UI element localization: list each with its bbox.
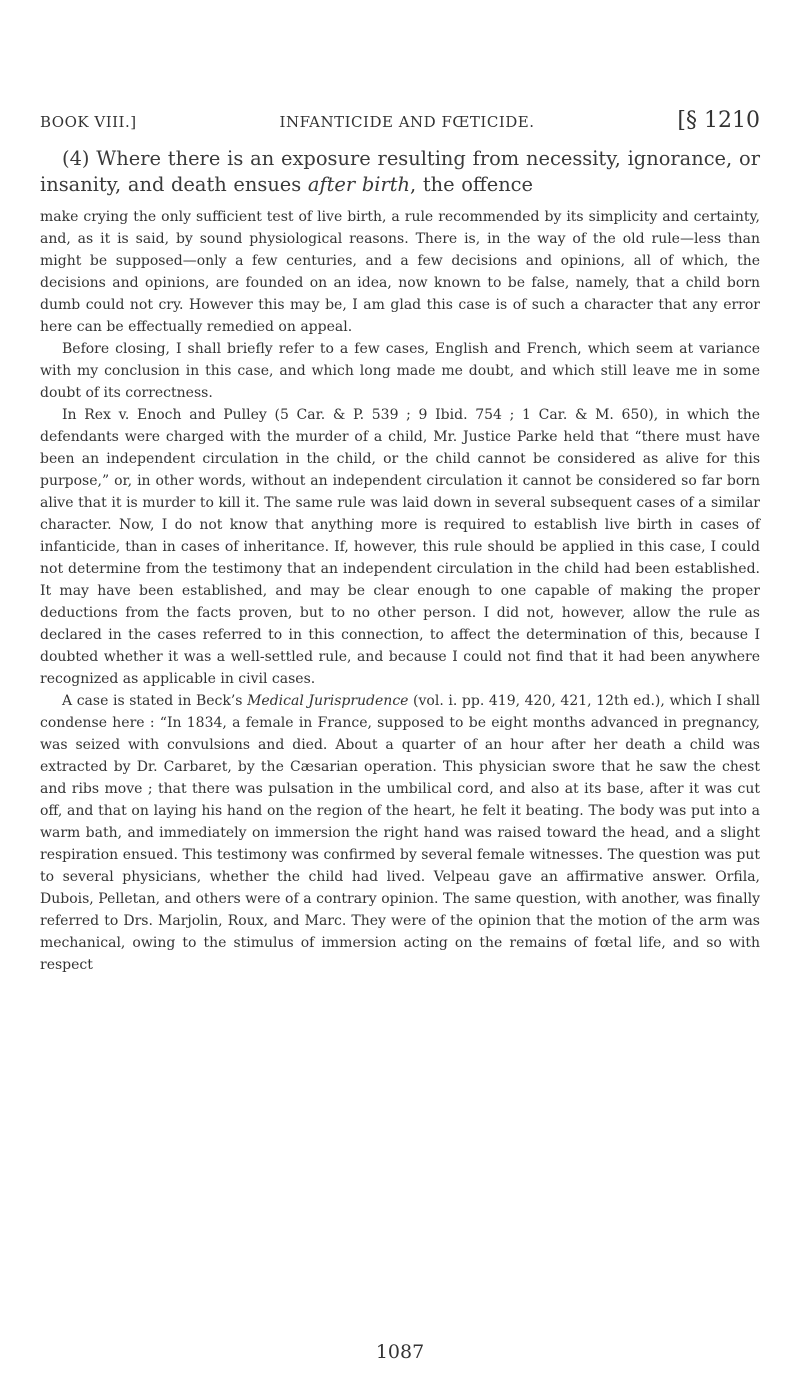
paragraph-crying-test — [40, 206, 760, 338]
quoted-opinion — [40, 206, 760, 976]
paragraph-text: A case is stated in Beck’s — [62, 693, 248, 709]
lead-italic: after birth — [307, 173, 411, 196]
lead-text-start: (4) Where there is an exposure resulting from necessity, ignorance, or insanity, and death ensues — [40, 147, 760, 196]
paragraph-before-closing — [40, 338, 760, 404]
paragraph-text: Before closing, I shall briefly refer to a few cases, English and French, which seem at variance with my conclusion in this case, and which long made me doubt, and which still leave me in some doubt of its correctness. — [40, 341, 760, 401]
paragraph-text: In Rex v. Enoch and Pulley (5 Car. & P. 539 ; 9 Ibid. 754 ; 1 Car. & M. 650), in which the defendants were charged with the murder of a child, Mr. Justice Parke held that “there must have been an independent circulation in the child, or the child cannot be considered as alive for this purpose,” or, in other words, without an independent circulation it cannot be considered so far born alive that it is murder to kill it. The same rule was laid down in several subsequent cases of a similar character. Now, I do not know that anything more is required to establish live birth in cases of infanticide, than in cases of inheritance. If, however, this rule should be applied in this case, I could not determine from the testimony that an independent circulation in the child had been established. It may have been established, and may be clear enough to one capable of making the proper deductions from the facts proven, but to no other person. I did not, however, allow the rule as declared in the cases referred to in this connection, to affect the determination of this, because I doubted whether it was a well-settled rule, and because I could not find that it had been anywhere recognized as applicable in civil cases. — [40, 407, 760, 687]
lead-paragraph — [40, 146, 760, 198]
paragraph-rex-enoch — [40, 404, 760, 690]
book-title-italic: Medical Jurisprudence — [247, 693, 409, 709]
running-head-book: BOOK VIII.] — [40, 113, 137, 131]
paragraph-beck-case — [40, 690, 760, 976]
page-number: 1087 — [375, 1341, 425, 1363]
running-head-section: [§ 1210 — [677, 108, 760, 133]
paragraph-text: make crying the only sufficient test of live birth, a rule recommended by its simplicity and certainty, and, as it is said, by sound physiological reasons. There is, in the way of the old rule—less than might be supposed—only a few centuries, and a few decisions and opinions, all of which, the decisions and opinions, are founded on an idea, now known to be false, namely, that a child born dumb could not cry. However this may be, I am glad this case is of such a character that any error here can be effectually remedied on appeal. — [40, 209, 760, 335]
lead-text-end: , the offence — [410, 173, 534, 196]
running-head — [40, 108, 760, 136]
paragraph-text: (vol. i. pp. 419, 420, 421, 12th ed.), which I shall condense here : “In 1834, a female in France, supposed to be eight months advanced in pregnancy, was seized with convulsions and died. About a quarter of an hour after her death a child was extracted by Dr. Carbaret, by the Cæsarian operation. This physician swore that he saw the chest and ribs move ; that there was pulsation in the umbilical cord, and also at its base, after it was cut off, and that on laying his hand on the region of the heart, he felt it beating. The body was put into a warm bath, and immediately on immersion the right hand was raised toward the head, and a slight respiration ensued. This testimony was confirmed by several female witnesses. The question was put to several physicians, whether the child had lived. Velpeau gave an affirmative answer. Orfila, Dubois, Pelletan, and others were of a contrary opinion. The same question, with another, was finally referred to Drs. Marjolin, Roux, and Marc. They were of the opinion that the motion of the arm was mechanical, owing to the stimulus of immersion acting on the remains of fœtal life, and so with respect — [40, 693, 761, 973]
running-head-title: INFANTICIDE AND FŒTICIDE. — [279, 113, 535, 131]
book-page — [40, 108, 761, 1363]
